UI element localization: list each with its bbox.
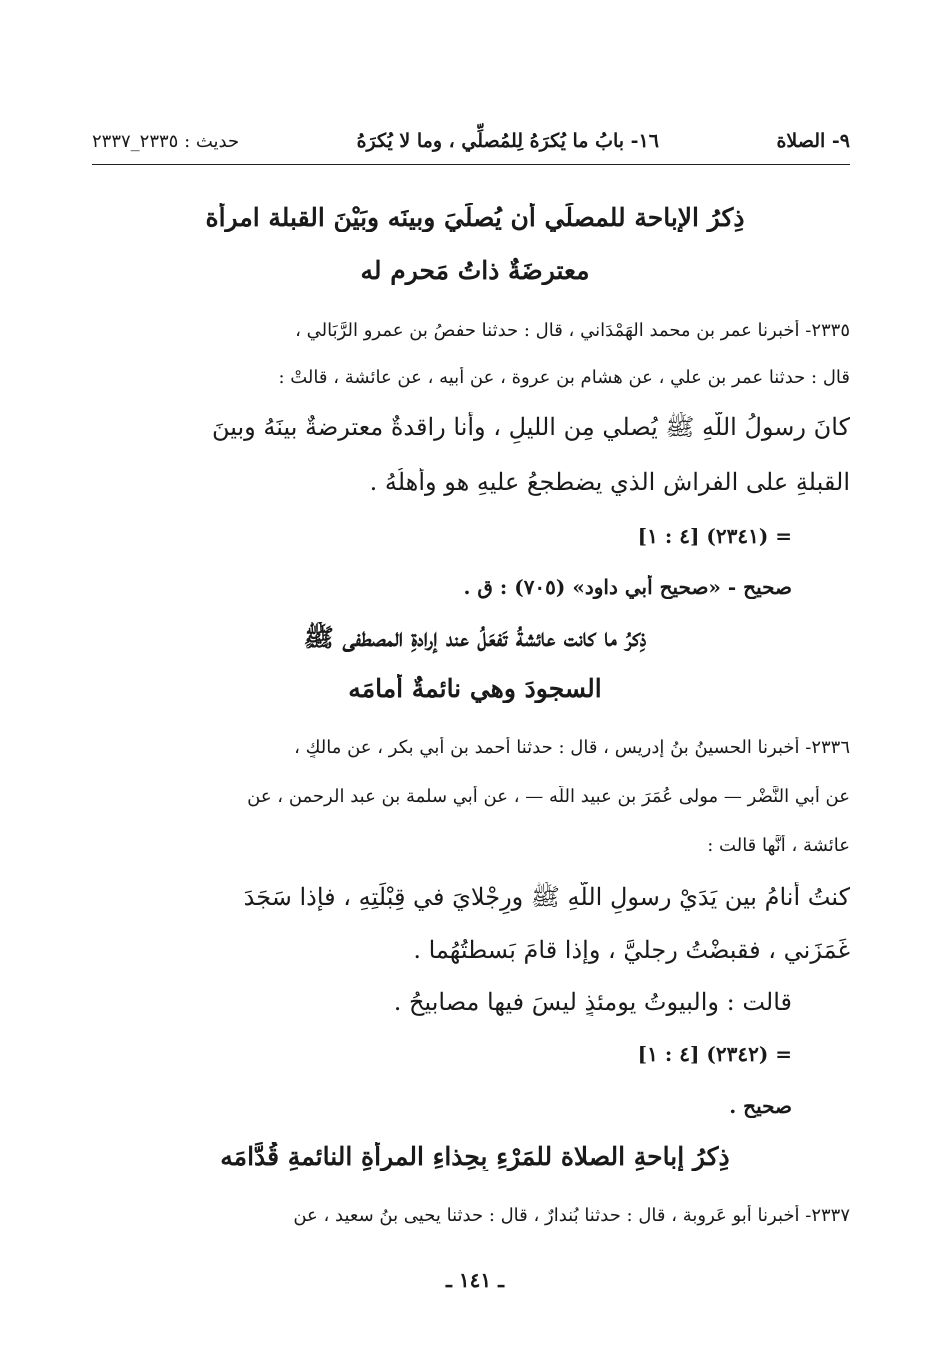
- hadith-2335-grading: صحيح - «صحيح أبي داود» (٧٠٥) : ق .: [463, 575, 792, 599]
- hadith-2336-grading: صحيح .: [729, 1094, 792, 1118]
- hadith-2336-isnad-line-2: عن أبي النَّضْر — مولى عُمَرَ بن عبيد اللَّه — ، عن أبي سلمة بن عبد الرحمن ، عن: [247, 786, 850, 807]
- page-number: ـ ١٤١ ـ: [446, 1268, 504, 1292]
- hadith-2336-isnad-line-3: عائشة ، أنَّها قالت :: [707, 835, 850, 856]
- chapter-title: ٩- الصلاة: [776, 130, 850, 152]
- chapter-heading-1-line-1: ذِكرُ الإباحة للمصلِّي أن يُصلِّيَ وبينَه وبَيْنَ القبلة امرأة: [205, 203, 745, 232]
- hadith-2335-reference: = (٢٣٤١) [٤ : ١]: [637, 524, 792, 548]
- hadith-2335-isnad-line-2: قال : حدثنا عمر بن علي ، عن هشام بن عروة ، عن أبيه ، عن عائشة ، قالتْ :: [278, 367, 850, 388]
- hadith-2335-text-line-1: كانَ رسولُ اللَّهِ ﷺ يُصلي مِن الليلِ ، وأنا راقدةٌ معترضةٌ بينَهُ وبينَ: [211, 413, 850, 441]
- hadith-2336-reference: = (٢٣٤٢) [٤ : ١]: [637, 1042, 792, 1066]
- hadith-range: حديث : ٢٣٣٥_٢٣٣٧: [92, 130, 240, 152]
- running-header: [92, 120, 850, 162]
- chapter-heading-2-line-2: السجودَ وهي نائمةٌ أمامَه: [348, 674, 602, 703]
- hadith-2337-isnad-line-1: ٢٣٣٧- أخبرنا أبو عَروبة ، قال : حدثنا بُندارٌ ، قال : حدثنا يحيى بنُ سعيد ، عن: [293, 1205, 850, 1226]
- chapter-heading-2-line-1: ذِكرُ ما كانت عائشةُ تَفعَلُ عند إرادةِ المصطفى ﷺ: [303, 623, 647, 652]
- hadith-2336-text-line-3: قالت : والبيوتُ يومئذٍ ليسَ فيها مصابيحُ .: [393, 988, 792, 1016]
- chapter-heading-3: ذِكرُ إباحةِ الصلاة للمَرْءِ بِحِذاءِ المرأةِ النائمةِ قُدَّامَه: [220, 1142, 730, 1171]
- hadith-2335-isnad-line-1: ٢٣٣٥- أخبرنا عمر بن محمد الهَمْدَاني ، قال : حدثنا حفصُ بن عمرو الرَّبَالي ،: [295, 320, 850, 341]
- hadith-2336-text-line-2: غَمَزَني ، فقبضْتُ رِجليَّ ، وإذا قامَ بَسطتُهُما .: [413, 936, 850, 964]
- chapter-heading-1-line-2: معترضَةٌ ذاتُ مَحرمٍ له: [360, 256, 590, 285]
- hadith-2336-isnad-line-1: ٢٣٣٦- أخبرنا الحسينُ بنُ إدريس ، قال : حدثنا أحمد بن أبي بكر ، عن مالكٍ ،: [294, 737, 850, 758]
- hadith-2336-text-line-1: كنتُ أنامُ بين يَدَيْ رسولِ اللَّهِ ﷺ ورِجْلايَ في قِبْلَتِهِ ، فإذا سَجَدَ: [243, 883, 850, 911]
- section-title: ١٦- بابُ ما يُكرَهُ لِلمُصلِّي ، وما لا يُكرَهُ: [356, 130, 659, 152]
- header-divider: [92, 164, 850, 165]
- hadith-2335-text-line-2: القبلةِ على الفراشِ الذي يضطجعُ عليهِ هو وأهلُهُ .: [369, 468, 850, 496]
